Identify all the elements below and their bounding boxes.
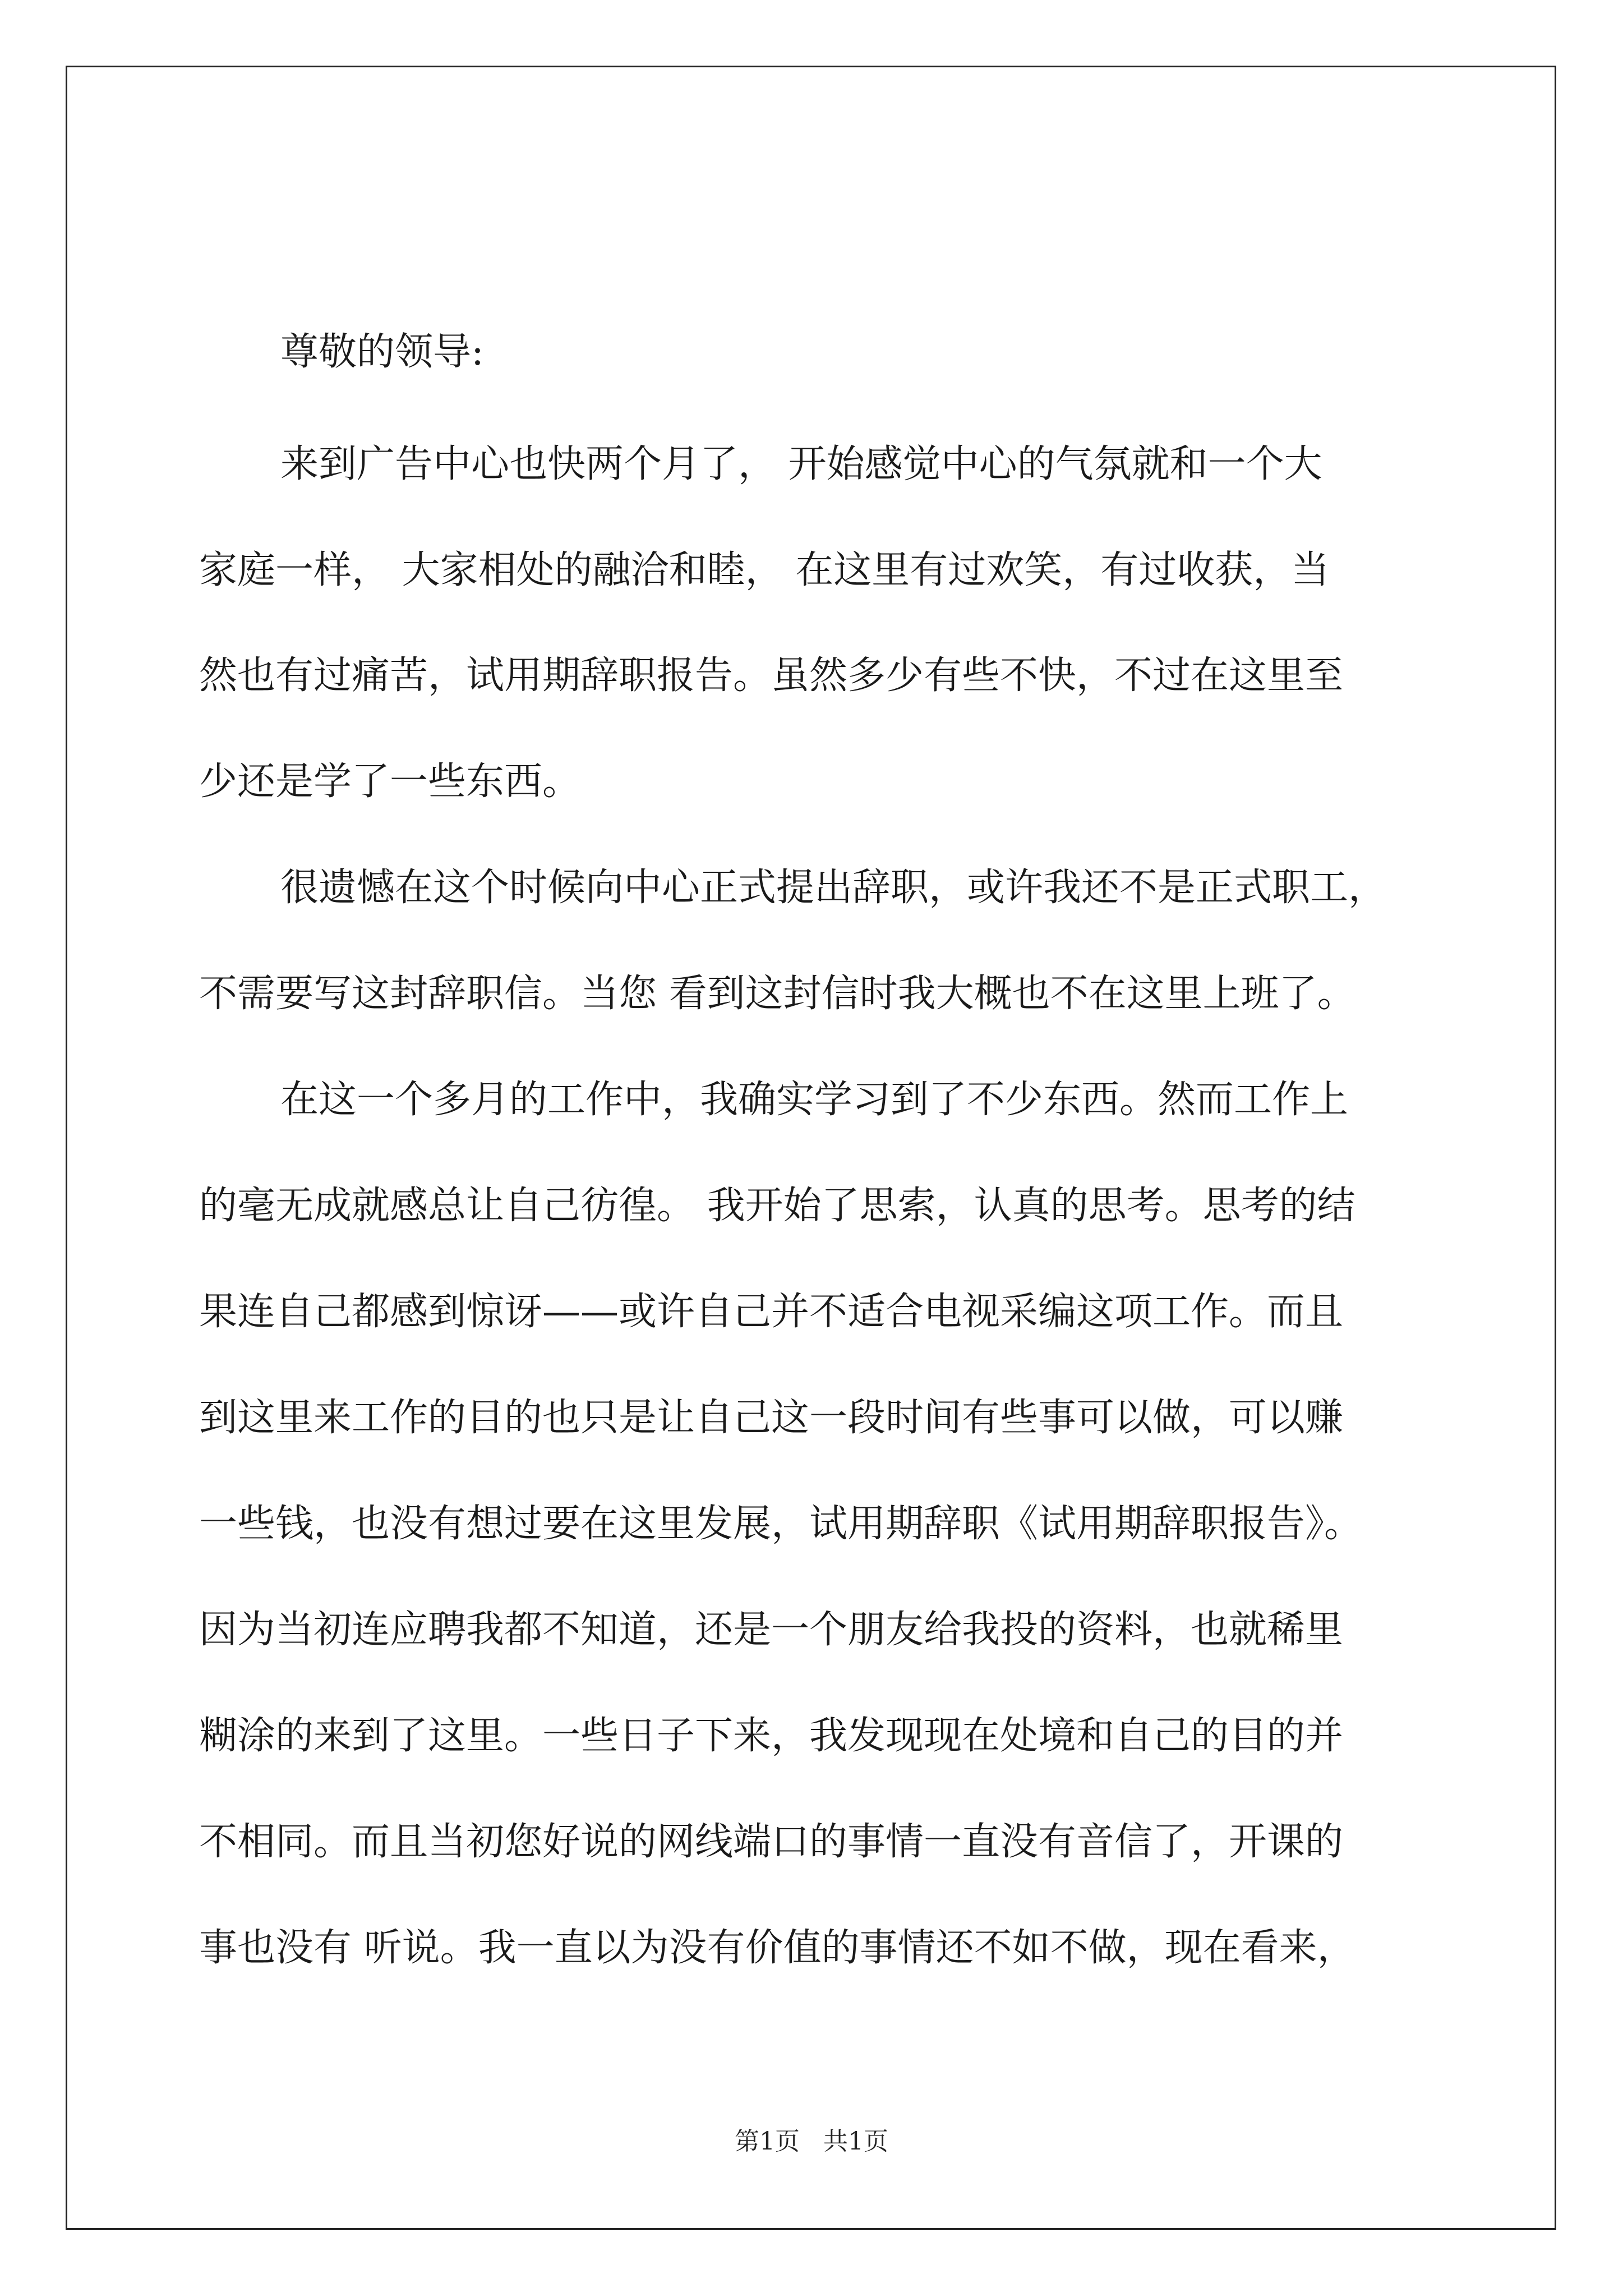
paragraph-line: 来到广告中心也快两个月了， 开始感觉中心的气氛就和一个大 [280, 442, 1322, 486]
paragraph-line: 到这里来工作的目的也只是让自己这一段时间有些事可以做，可以赚 [199, 1396, 1344, 1440]
paragraph-line: 不相同。而且当初您好说的网线端口的事情一直没有音信了，开课的 [199, 1820, 1344, 1864]
paragraph-line: 因为当初连应聘我都不知道，还是一个朋友给我投的资料，也就稀里 [199, 1608, 1344, 1652]
paragraph-line: 家庭一样， 大家相处的融洽和睦， 在这里有过欢笑，有过收获，当 [199, 548, 1330, 592]
page-border [66, 66, 1556, 2230]
page-number-footer: 第1页 共1页 [735, 2127, 888, 2156]
paragraph-line: 很遗憾在这个时候向中心正式提出辞职，或许我还不是正式职工， [280, 866, 1387, 910]
paragraph-line: 事也没有 听说。我一直以为没有价值的事情还不如不做，现在看来， [199, 1926, 1355, 1970]
salutation: 尊敬的领导: [280, 330, 484, 374]
paragraph-line: 在这一个多月的工作中，我确实学习到了不少东西。然而工作上 [280, 1078, 1349, 1122]
paragraph-line: 果连自己都感到惊讶——或许自己并不适合电视采编这项工作。而且 [199, 1290, 1344, 1334]
paragraph-line: 少还是学了一些东西。 [199, 760, 581, 804]
paragraph-line: 不需要写这封辞职信。当您 看到这封信时我大概也不在这里上班了。 [199, 972, 1355, 1016]
paragraph-line: 糊涂的来到了这里。一些日子下来，我发现现在处境和自己的目的并 [199, 1714, 1344, 1758]
paragraph-line: 然也有过痛苦，试用期辞职报告。虽然多少有些不快，不过在这里至 [199, 654, 1344, 698]
paragraph-line: 的毫无成就感总让自己彷徨。 我开始了思索，认真的思考。思考的结 [199, 1184, 1355, 1228]
paragraph-line: 一些钱，也没有想过要在这里发展，试用期辞职《试用期辞职报告》。 [199, 1502, 1363, 1546]
